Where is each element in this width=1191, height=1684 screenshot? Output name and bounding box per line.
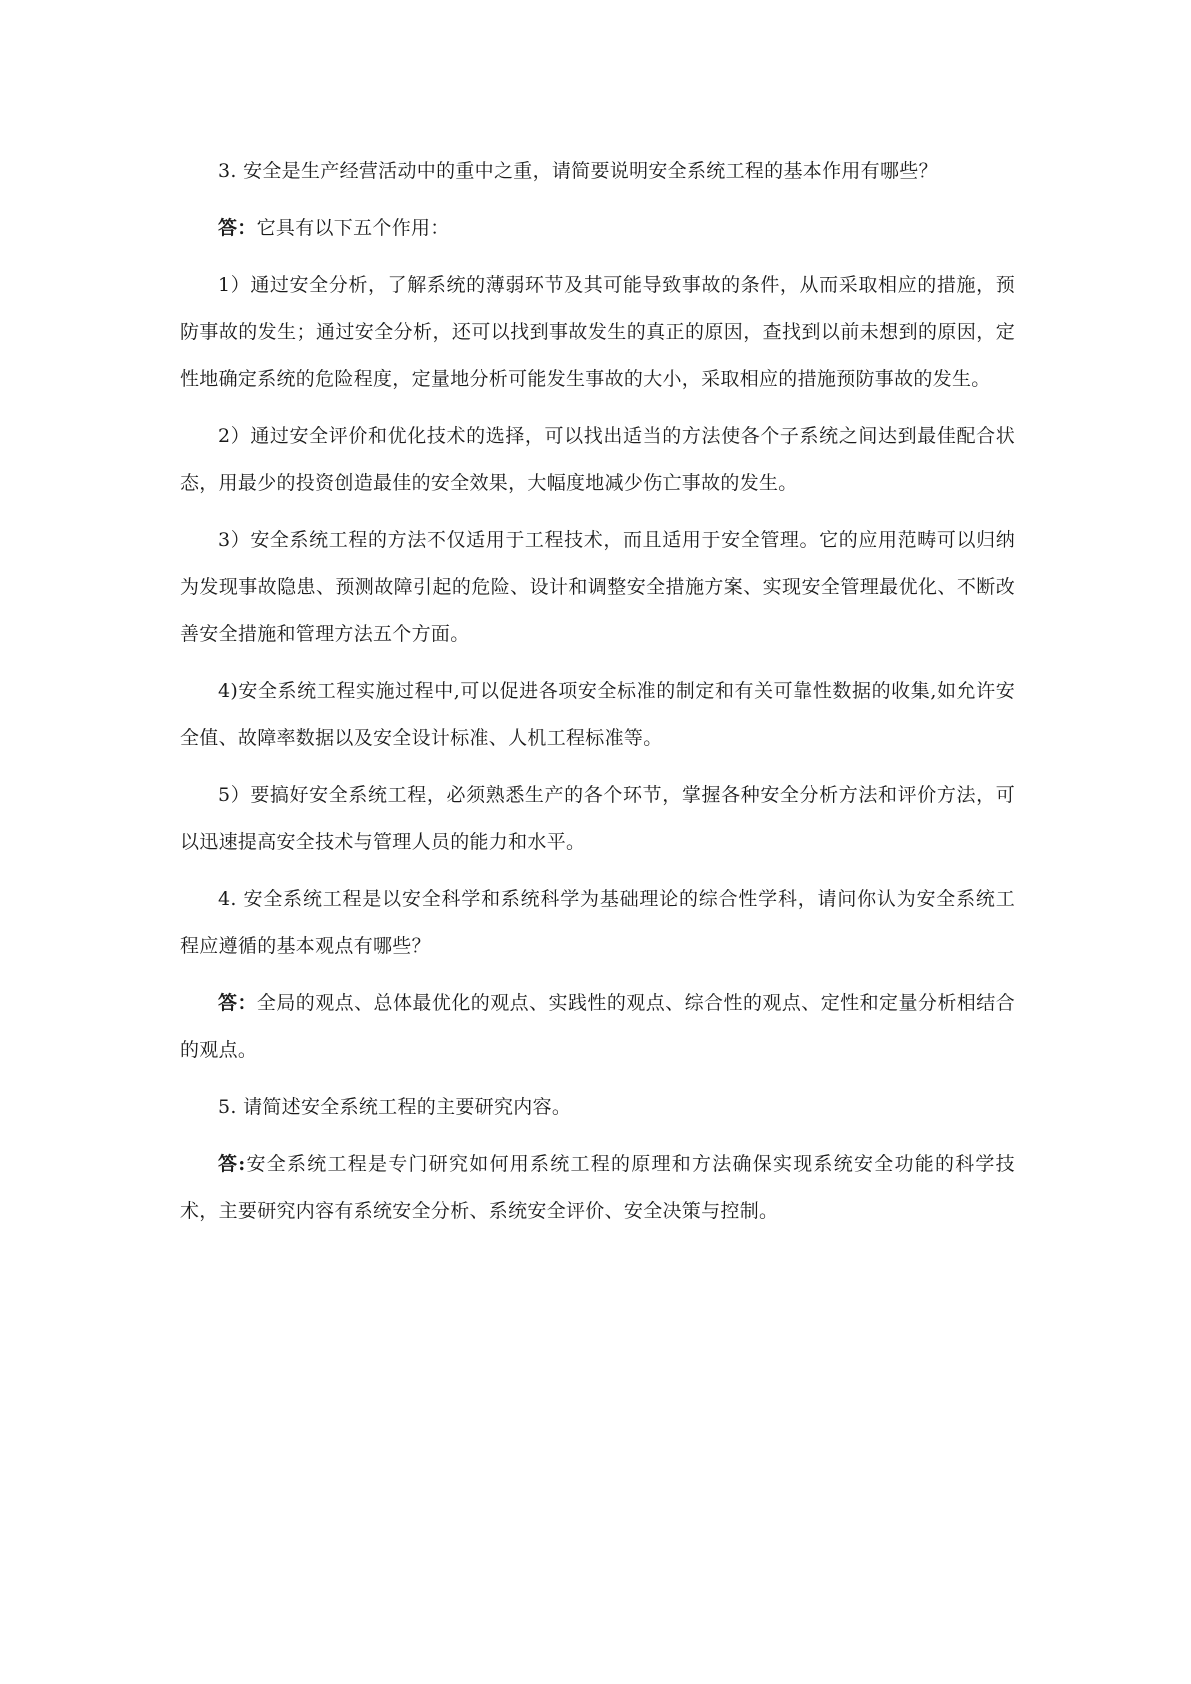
answer-5 (180, 1141, 1015, 1235)
answer-text: 安全系统工程是专门研究如何用系统工程的原理和方法确保实现系统安全功能的科学技术，主要研究内容有系统安全分析、系统安全评价、安全决策与控制。 (180, 1153, 1015, 1222)
question-5: 5. 请简述安全系统工程的主要研究内容。 (218, 1096, 572, 1118)
answer-3-point-2: 2）通过安全评价和优化技术的选择，可以找出适当的方法使各个子系统之间达到最佳配合状态，用最少的投资创造最佳的安全效果，大幅度地减少伤亡事故的发生。 (180, 425, 1015, 494)
answer-3-point-4: 4)安全系统工程实施过程中,可以促进各项安全标准的制定和有关可靠性数据的收集,如允许安全值、故障率数据以及安全设计标准、人机工程标准等。 (180, 680, 1015, 749)
answer-label: 答： (218, 992, 257, 1014)
answer-label: 答: (218, 1153, 246, 1175)
answer-3-point-3: 3）安全系统工程的方法不仅适用于工程技术，而且适用于安全管理。它的应用范畴可以归纳为发现事故隐患、预测故障引起的危险、设计和调整安全措施方案、实现安全管理最优化、不断改善安全措施和管理方法五个方面。 (180, 529, 1015, 645)
answer-3-intro (180, 205, 1015, 252)
answer-label: 答： (218, 217, 257, 239)
document-page (180, 148, 1015, 1245)
answer-4 (180, 980, 1015, 1074)
answer-3-point-5: 5）要搞好安全系统工程，必须熟悉生产的各个环节，掌握各种安全分析方法和评价方法，可以迅速提高安全技术与管理人员的能力和水平。 (180, 784, 1015, 853)
question-3: 3. 安全是生产经营活动中的重中之重，请简要说明安全系统工程的基本作用有哪些？ (218, 160, 938, 182)
question-4: 4. 安全系统工程是以安全科学和系统科学为基础理论的综合性学科，请问你认为安全系统工程应遵循的基本观点有哪些？ (180, 888, 1015, 957)
answer-3-point-1: 1）通过安全分析，了解系统的薄弱环节及其可能导致事故的条件，从而采取相应的措施，预防事故的发生；通过安全分析，还可以找到事故发生的真正的原因，查找到以前未想到的原因，定性地确定系统的危险程度，定量地分析可能发生事故的大小，采取相应的措施预防事故的发生。 (180, 274, 1015, 390)
answer-text: 它具有以下五个作用： (256, 217, 450, 239)
answer-text: 全局的观点、总体最优化的观点、实践性的观点、综合性的观点、定性和定量分析相结合的观点。 (180, 992, 1015, 1061)
